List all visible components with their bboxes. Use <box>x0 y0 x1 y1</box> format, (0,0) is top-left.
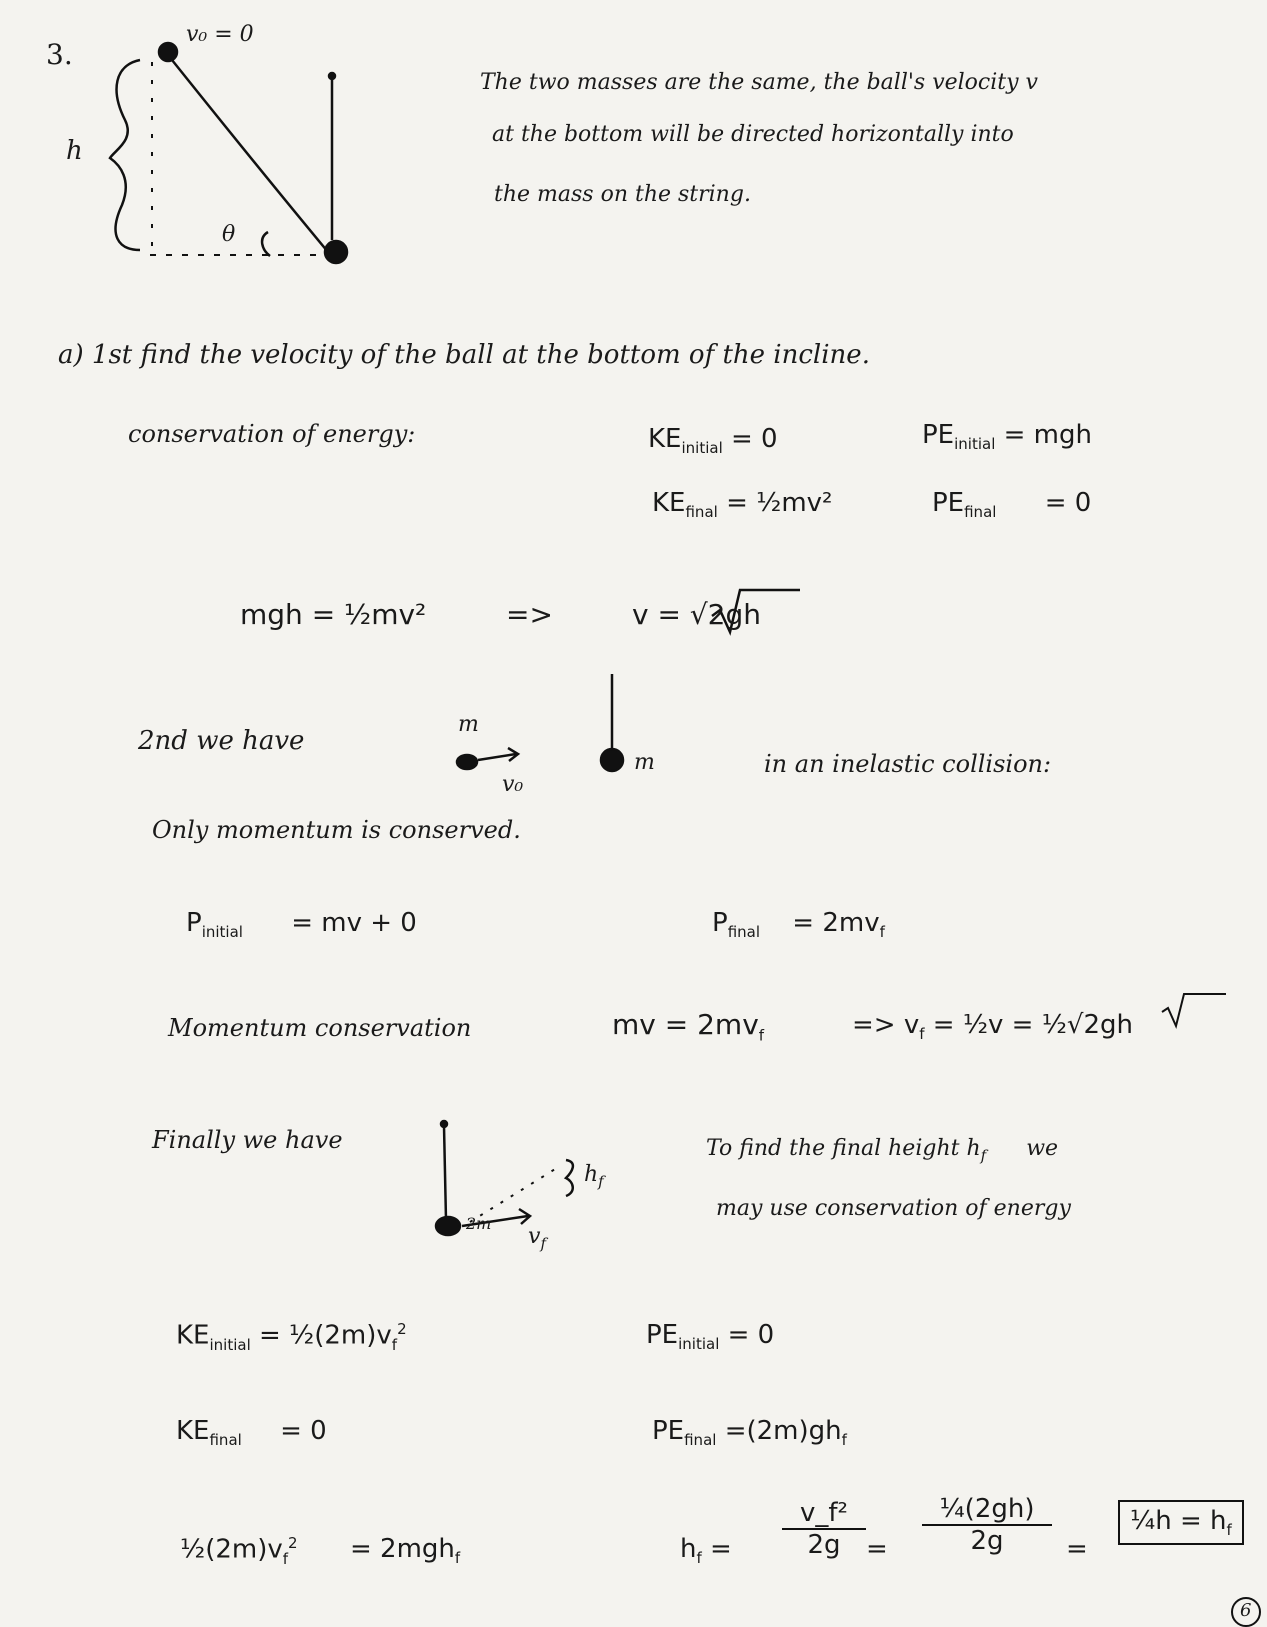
intro-line-1: The two masses are the same, the ball's velocity v <box>480 70 1038 95</box>
last-equation-left: $\frac{1}{2}(2m)v_f^2$ <box>180 1534 298 1568</box>
implies-arrow-1: => <box>506 598 553 631</box>
fraction-1 <box>782 1498 866 1560</box>
hf-brace <box>566 1160 573 1196</box>
sqrt-sign-2 <box>1162 994 1226 1026</box>
swing-figure <box>436 1121 573 1235</box>
finally-label: Finally we have <box>152 1126 343 1154</box>
momentum-label: Momentum conservation <box>168 1014 472 1042</box>
ball-top <box>159 43 177 61</box>
string-pivot-1 <box>329 73 335 79</box>
velocity-result: v = √2gh <box>632 598 762 631</box>
theta-label: θ <box>222 222 236 247</box>
momentum-result: => $v_f$ = ½v = ½√2gh <box>852 1010 1134 1044</box>
combined-mass-label: 2m <box>466 1214 492 1233</box>
only-momentum-label: Only momentum is conserved. <box>152 816 521 844</box>
part-a-heading: a) 1st find the velocity of the ball at the bottom of the incline. <box>58 340 870 370</box>
combined-mass <box>436 1217 460 1235</box>
v0-arrow-label: v₀ <box>502 772 524 797</box>
pe-final-2: $PE_{final} =(2m)gh_f$ <box>652 1416 847 1450</box>
energy-equation: mgh = ½mv² <box>240 598 427 631</box>
string-3 <box>444 1126 446 1220</box>
p-final: $P_{final} = 2mv_f$ <box>712 908 885 942</box>
moving-ball <box>457 755 477 769</box>
final-answer-box: ¼h = $h_f$ <box>1118 1500 1244 1545</box>
inelastic-label: in an inelastic collision: <box>764 750 1052 778</box>
hf-label: $h_f$ <box>584 1162 604 1191</box>
find-height-text: To find the final height $h_f$ we <box>706 1136 1059 1165</box>
page-mark: 6 <box>1240 1600 1252 1621</box>
ke-initial-2: $KE_{initial}$ = $\frac{1}{2}(2m)v_f^2$ <box>176 1320 407 1354</box>
conservation-label: conservation of energy: <box>128 420 416 448</box>
hanging-ball <box>601 749 623 771</box>
h-label: h <box>66 136 83 166</box>
height-brace <box>110 60 140 250</box>
equals-3: = <box>1066 1534 1088 1564</box>
ke-final: $KE_{final}$ = ½mv² <box>652 488 833 522</box>
hf-equation: $h_f$ = <box>680 1534 732 1568</box>
fraction-2 <box>922 1494 1052 1556</box>
pe-initial: $PE_{initial}$ = mgh <box>922 420 1092 454</box>
intro-line-2: at the bottom will be directed horizontally into <box>492 122 1014 147</box>
last-equation-mid: = 2mgh$_f$ <box>350 1534 461 1568</box>
equals-2: = <box>866 1534 888 1564</box>
vf-label: $v_f$ <box>528 1224 546 1253</box>
fraction-1-numerator: v_f² <box>782 1498 866 1530</box>
pe-final: $PE_{final} = 0$ <box>932 488 1092 522</box>
fraction-2-numerator: ¼(2gh) <box>922 1494 1052 1526</box>
p-initial: $P_{initial}$ = mv + 0 <box>186 908 417 942</box>
momentum-equation: mv = $2mv_f$ <box>612 1008 765 1045</box>
ke-initial: $KE_{initial} = 0$ <box>648 424 778 458</box>
v0-label: v₀ = 0 <box>186 22 254 47</box>
fraction-2-denominator: 2g <box>970 1526 1004 1556</box>
collision-figure <box>457 674 623 771</box>
problem-number: 3. <box>46 38 73 71</box>
use-energy-text: may use conservation of energy <box>716 1196 1071 1221</box>
theta-arc <box>262 232 270 256</box>
final-answer: ¼h = h <box>1130 1506 1227 1536</box>
m-left-label: m <box>458 712 479 737</box>
intro-line-3: the mass on the string. <box>494 182 751 207</box>
m-right-label: m <box>634 750 655 775</box>
ball-bottom <box>325 241 347 263</box>
fraction-1-denominator: 2g <box>807 1530 841 1560</box>
pe-initial-2: $PE_{initial} = 0$ <box>646 1320 775 1354</box>
incline-curve <box>172 60 328 252</box>
second-step-label: 2nd we have <box>138 726 305 756</box>
ke-final-2: $KE_{final} = 0$ <box>176 1416 327 1450</box>
